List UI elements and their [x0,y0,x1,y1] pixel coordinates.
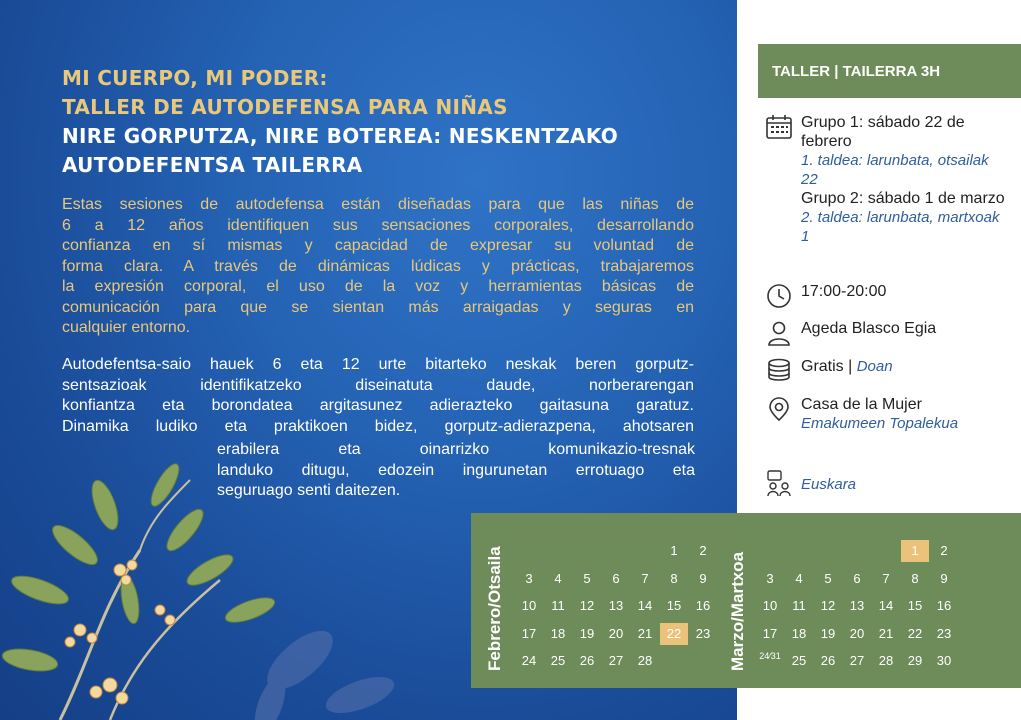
february-day: 16 [695,598,711,613]
march-day: 8 [911,570,919,586]
march-day: 1 [901,540,929,562]
march-day: 25 [791,653,807,668]
time-text: 17:00-20:00 [801,283,887,300]
calendar-icon [765,113,793,141]
february-day: 1 [670,543,678,558]
info-time [765,282,1005,301]
february-day: 8 [670,570,678,586]
march-day: 21 [878,625,894,641]
location-pin-icon [765,395,793,423]
group-1-date: Grupo 1: sábado 22 de febrero [801,114,965,150]
march-day: 6 [853,570,861,586]
march-day: 12 [820,598,836,613]
february-day: 15 [666,598,682,613]
price-text [801,357,1005,376]
february-day: 9 [699,570,707,586]
february-day: 25 [550,653,566,668]
march-day: 23 [936,625,952,641]
description-es-line: comunicación para que se sientan más arraigadas y seguras en [62,298,694,316]
february-day: 26 [579,653,595,668]
description-eu [62,355,694,437]
title-eu-line-1: NIRE GORPUTZA, NIRE BOTEREA: NESKENTZAKO [62,124,619,148]
march-day: 3 [766,570,774,586]
language-icon [765,469,793,497]
march-day: 27 [849,653,865,668]
info-place [765,395,1005,433]
march-day: 28 [878,653,894,668]
february-day: 23 [695,625,711,641]
february-day: 18 [550,625,566,641]
march-day: 2 [940,543,948,558]
february-day: 22 [660,623,688,645]
march-day: 18 [791,625,807,641]
march-day: 19 [820,625,836,641]
february-day: 11 [551,598,565,613]
price-separator: | [843,358,857,375]
march-day: 15 [907,598,923,613]
info-language [765,469,1005,494]
march-day: 9 [940,570,948,586]
february-day: 10 [521,598,537,613]
march-day: 16 [936,598,952,613]
group-2-date: Grupo 2: sábado 1 de marzo [801,190,1005,207]
february-day: 13 [608,598,624,613]
march-day: 17 [762,625,778,641]
description-eu-line: Autodefentsa-saio hauek 6 eta 12 urte bitarteko neskak beren gorputz- [62,356,694,373]
february-day: 19 [579,625,595,641]
workshop-tag: TALLER | TAILERRA 3H [758,44,1021,98]
person-icon [765,319,793,347]
february-day: 6 [612,570,620,586]
march-day: 29 [907,653,923,668]
march-day: 20 [849,625,865,641]
march-day: 10 [762,598,778,613]
description-eu-line: erabilera eta oinarrizko komunikazio-tresnak [217,441,695,458]
description-eu-line: sentsazioak identifikatzeko diseinatuta daude, norberarengan [62,376,694,394]
march-day: 11 [792,598,806,613]
march-day: 30 [936,653,952,668]
price-es: Gratis [801,358,844,375]
group-2-date-eu: 2. taldea: larunbata, martxoak 1 [801,209,1000,245]
description-es-line: cualquier entorno. [62,319,191,336]
month-label-february: Febrero/Otsaila [485,546,504,671]
february-day: 3 [525,570,533,586]
march-day: 26 [820,653,836,668]
month-label-march: Marzo/Martxoa [728,551,747,671]
coins-icon [765,357,793,385]
description-es-line: Estas sesiones de autodefensa están diseñadas para que las niñas de [62,196,694,213]
description-eu-continued [217,440,695,502]
description-es-line: confianza en sí mismas y capacidad de expresar su voluntad de [62,237,694,254]
description-es-line: forma clara. A través de dinámicas lúdicas y prácticas, trabajaremos [62,257,694,275]
description-eu-line: seguruago senti daitezen. [217,482,401,499]
language-text: Euskara [801,476,857,493]
description-eu-line: konfiantza eta borondatea argitasunez adierazteko gaitasuna garatuz. [62,397,694,414]
description-es-line: la expresión corporal, el uso de la voz y herramientas básicas de [62,278,694,295]
place-text: Casa de la Mujer [801,396,922,413]
description-es [62,195,694,339]
february-day: 24 [521,653,537,668]
march-day: 13 [849,598,865,613]
info-dates [765,113,1005,246]
info-person [765,319,1005,338]
description-eu-line: Dinamika ludiko eta praktikoen bidez, gorputz-adierazpena, ahotsaren [62,417,694,435]
february-day: 5 [583,570,591,586]
february-day: 27 [608,653,624,668]
february-day: 17 [521,625,537,641]
place-text-eu: Emakumeen Topalekua [801,415,959,432]
description-es-line: 6 a 12 años identifiquen sus sensaciones corporales, desarrollando [62,216,694,234]
clock-icon [765,282,793,310]
march-day: 24⁄31 [759,651,781,661]
february-day: 7 [641,570,649,586]
price-eu: Doan [856,358,893,375]
february-day: 2 [699,543,707,558]
calendar-strip [471,513,1021,688]
february-day: 28 [637,653,653,668]
march-day: 22 [907,625,923,641]
person-text: Ageda Blasco Egia [801,320,937,337]
info-price [765,357,1005,376]
february-day: 20 [608,625,624,641]
march-day: 7 [882,570,890,586]
march-day: 14 [878,598,894,613]
title-eu-line-2: AUTODEFENTSA TAILERRA [62,153,363,177]
title-es-line-2: TALLER DE AUTODEFENSA PARA NIÑAS [62,95,508,119]
march-day: 5 [824,570,832,586]
february-day: 14 [637,598,653,613]
title-es-line-1: MI CUERPO, MI PODER: [62,66,328,90]
group-1-date-eu: 1. taldea: larunbata, otsailak 22 [801,152,989,188]
description-eu-line: landuko ditugu, edozein ingurunetan errotuago eta [217,461,695,479]
february-day: 4 [554,570,562,586]
february-day: 21 [637,625,653,641]
february-day: 12 [579,598,595,613]
march-day: 4 [795,570,803,586]
